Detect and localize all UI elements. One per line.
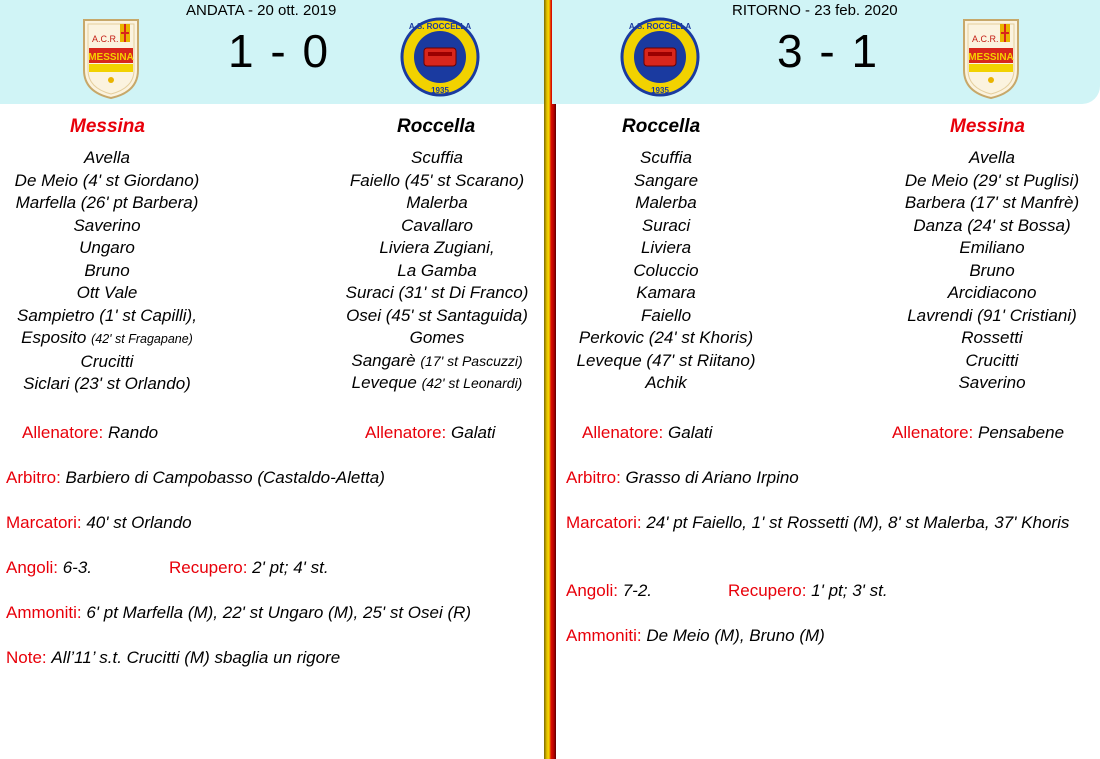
ritorno-angoli: Angoli: 7-2. bbox=[566, 581, 653, 600]
ritorno-arbitro: Arbitro: Grasso di Ariano Irpino bbox=[566, 468, 799, 487]
player: Danza (24' st Bossa) bbox=[913, 215, 1071, 235]
roccella-logo-icon bbox=[400, 16, 480, 98]
player: Leveque (42' st Leonardi) bbox=[351, 373, 523, 392]
player: Siclari (23' st Orlando) bbox=[23, 374, 191, 393]
andata-away-team: Roccella bbox=[397, 116, 476, 137]
ritorno-away-lineup bbox=[872, 147, 1100, 395]
ritorno-date: RITORNO - 23 feb. 2020 bbox=[732, 2, 898, 19]
player: Scuffia bbox=[411, 148, 463, 167]
player: Saverino bbox=[958, 373, 1026, 392]
player: Saverino bbox=[73, 215, 141, 235]
player: Arcidiacono bbox=[947, 283, 1037, 302]
messina-logo-name: MESSINA bbox=[968, 52, 1014, 63]
ritorno-header bbox=[552, 0, 1100, 104]
ritorno-away-coach: Allenatore: Pensabene bbox=[892, 423, 1065, 442]
andata-marcatori: Marcatori: 40' st Orlando bbox=[6, 513, 192, 532]
player: Marfella (26' pt Barbera) bbox=[15, 193, 199, 212]
player: Gomes bbox=[409, 328, 465, 347]
andata-home-team: Messina bbox=[70, 116, 145, 137]
player: Achik bbox=[645, 373, 687, 392]
andata-header bbox=[0, 0, 548, 104]
andata-note: Note: All’11’ s.t. Crucitti (M) sbaglia un rigore bbox=[6, 648, 341, 667]
messina-logo-icon bbox=[80, 18, 142, 100]
messina-logo-icon bbox=[960, 18, 1022, 100]
player: Malerba bbox=[406, 193, 468, 212]
ritorno-panel bbox=[552, 0, 1100, 759]
player: Cavallaro bbox=[401, 215, 473, 235]
player: Malerba bbox=[635, 193, 697, 212]
ritorno-recupero: Recupero: 1' pt; 3' st. bbox=[728, 581, 888, 600]
ritorno-ammoniti: Ammoniti: De Meio (M), Bruno (M) bbox=[566, 626, 825, 645]
ritorno-marcatori: Marcatori: 24' pt Faiello, 1' st Rossetti (M), 8' st Malerba, 37' Khoris bbox=[566, 513, 1070, 532]
andata-home-lineup bbox=[0, 147, 227, 396]
andata-arbitro: Arbitro: Barbiero di Campobasso (Castaldo-Aletta) bbox=[6, 468, 385, 487]
player: Kamara bbox=[636, 283, 696, 302]
roccella-logo-icon bbox=[620, 16, 700, 98]
player: Bruno bbox=[969, 260, 1015, 280]
player: Osei (45' st Santaguida) bbox=[346, 305, 528, 325]
player: Crucitti bbox=[965, 350, 1019, 370]
andata-panel bbox=[0, 0, 548, 759]
andata-home-coach: Allenatore: Rando bbox=[22, 423, 159, 442]
player: Bruno bbox=[84, 260, 130, 280]
player: La Gamba bbox=[397, 260, 477, 280]
andata-away-lineup bbox=[317, 147, 557, 395]
player: Faiello (45' st Scarano) bbox=[349, 170, 525, 190]
player: Rossetti bbox=[961, 328, 1023, 347]
player: Sampietro (1' st Capilli), bbox=[17, 305, 197, 325]
player: Perkovic (24' st Khoris) bbox=[578, 328, 754, 347]
player: Barbera (17' st Manfrè) bbox=[904, 193, 1080, 212]
andata-ammoniti: Ammoniti: 6' pt Marfella (M), 22' st Ungaro (M), 25' st Osei (R) bbox=[6, 603, 472, 622]
andata-angoli: Angoli: 6-3. bbox=[6, 558, 93, 577]
player: Liviera bbox=[640, 238, 692, 257]
player: Ott Vale bbox=[76, 283, 138, 302]
player: Leveque (47' st Riitano) bbox=[576, 350, 756, 370]
player: Ungaro bbox=[79, 238, 135, 257]
andata-recupero: Recupero: 2' pt; 4' st. bbox=[169, 558, 329, 577]
ritorno-score: 3 - 1 bbox=[777, 25, 880, 77]
player: Suraci bbox=[641, 215, 691, 235]
player: De Meio (4' st Giordano) bbox=[14, 170, 200, 190]
ritorno-away-team: Messina bbox=[950, 116, 1025, 137]
player: Esposito (42' st Fragapane) bbox=[21, 328, 193, 347]
player: Sangare bbox=[633, 170, 699, 190]
messina-logo-text: A.C.R. bbox=[972, 34, 999, 44]
player: Scuffia bbox=[640, 148, 692, 167]
player: Crucitti bbox=[80, 351, 134, 371]
messina-logo-text: A.C.R. bbox=[92, 34, 119, 44]
messina-logo-name: MESSINA bbox=[88, 52, 134, 63]
ritorno-home-team: Roccella bbox=[622, 116, 701, 137]
player: Coluccio bbox=[633, 260, 699, 280]
player: Sangarè (17' st Pascuzzi) bbox=[351, 350, 523, 370]
roccella-logo-text: A.S. ROCCELLA bbox=[408, 22, 472, 31]
player: Emiliano bbox=[959, 238, 1025, 257]
roccella-logo-year: 1935 bbox=[651, 86, 669, 95]
player: Faiello bbox=[640, 305, 692, 325]
player: De Meio (29' st Puglisi) bbox=[904, 170, 1080, 190]
player: Avella bbox=[84, 148, 130, 167]
andata-date: ANDATA - 20 ott. 2019 bbox=[186, 2, 337, 19]
ritorno-home-coach: Allenatore: Galati bbox=[582, 423, 713, 442]
player: Liviera Zugiani, bbox=[379, 238, 495, 257]
andata-away-coach: Allenatore: Galati bbox=[365, 423, 496, 442]
roccella-logo-text: A.S. ROCCELLA bbox=[628, 22, 692, 31]
andata-score: 1 - 0 bbox=[228, 25, 331, 77]
ritorno-home-lineup bbox=[546, 147, 786, 395]
player: Avella bbox=[969, 148, 1015, 167]
player: Lavrendi (91' Cristiani) bbox=[907, 305, 1077, 325]
roccella-logo-year: 1935 bbox=[431, 86, 449, 95]
player: Suraci (31' st Di Franco) bbox=[345, 283, 529, 302]
